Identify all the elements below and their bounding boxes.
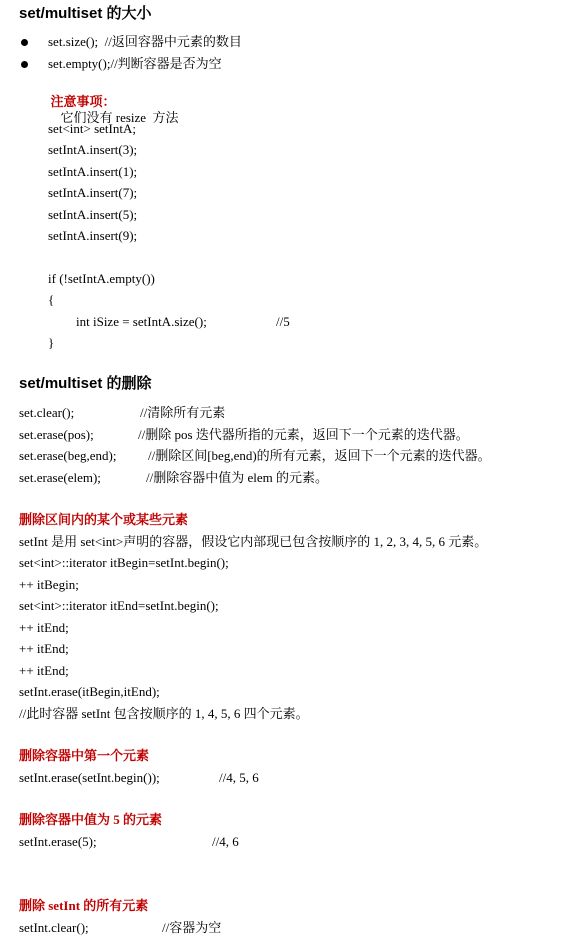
value-code: setInt.erase(5); xyxy=(19,834,97,849)
heading-value: 删除容器中值为 5 的元素 xyxy=(19,812,163,827)
all-code: setInt.clear(); xyxy=(19,920,89,935)
code-line: setIntA.insert(1); xyxy=(48,164,138,179)
code-line: { xyxy=(48,292,55,307)
erase-code: set.erase(beg,end); xyxy=(19,448,117,463)
range-line: ++ itEnd; xyxy=(19,641,69,656)
bullet-size: set.size(); //返回容器中元素的数目 xyxy=(48,34,242,49)
code-line: setIntA.insert(9); xyxy=(48,228,138,243)
bullet-icon xyxy=(21,39,28,46)
erase-code: set.erase(elem); xyxy=(19,470,101,485)
value-comment: //4, 6 xyxy=(212,834,239,849)
all-comment: //容器为空 xyxy=(162,920,222,935)
heading-range: 删除区间内的某个或某些元素 xyxy=(19,512,189,527)
note-text: 它们没有 resize 方法 xyxy=(60,110,179,125)
range-line: //此时容器 setInt 包含按顺序的 1, 4, 5, 6 四个元素。 xyxy=(19,706,309,721)
range-line: ++ itEnd; xyxy=(19,663,69,678)
heading-erase: set/multiset 的删除 xyxy=(19,375,152,392)
range-line: setInt 是用 set<int>声明的容器，假设它内部现已包含按顺序的 1, 2, 3, 4, 5, 6 元素。 xyxy=(19,534,488,549)
note-line xyxy=(44,78,179,126)
first-comment: //4, 5, 6 xyxy=(219,770,259,785)
range-line: set<int>::iterator itEnd=setInt.begin(); xyxy=(19,598,219,613)
code-line: setIntA.insert(7); xyxy=(48,185,138,200)
erase-code: set.erase(pos); xyxy=(19,427,94,442)
heading-all: 删除 setInt 的所有元素 xyxy=(19,898,149,913)
range-line: set<int>::iterator itBegin=setInt.begin(); xyxy=(19,555,229,570)
erase-comment: //删除 pos 迭代器所指的元素，返回下一个元素的迭代器。 xyxy=(138,427,469,442)
range-line: ++ itEnd; xyxy=(19,620,69,635)
code-line: setIntA.insert(3); xyxy=(48,142,138,157)
heading-size: set/multiset 的大小 xyxy=(19,5,152,22)
range-line: ++ itBegin; xyxy=(19,577,79,592)
erase-code: set.clear(); xyxy=(19,405,75,420)
code-line: set<int> setIntA; xyxy=(48,121,136,136)
code-comment: //5 xyxy=(276,314,290,329)
range-line: setInt.erase(itBegin,itEnd); xyxy=(19,684,160,699)
erase-comment: //删除区间[beg,end)的所有元素，返回下一个元素的迭代器。 xyxy=(148,448,491,463)
code-line: int iSize = setIntA.size(); xyxy=(76,314,207,329)
code-line: setIntA.insert(5); xyxy=(48,207,138,222)
note-label: 注意事项： xyxy=(50,94,116,109)
bullet-empty: set.empty();//判断容器是否为空 xyxy=(48,56,222,71)
erase-comment: //删除容器中值为 elem 的元素。 xyxy=(146,470,328,485)
erase-comment: //清除所有元素 xyxy=(140,405,226,420)
code-line: if (!setIntA.empty()) xyxy=(48,271,155,286)
code-line: } xyxy=(48,335,55,350)
bullet-icon xyxy=(21,61,28,68)
heading-first: 删除容器中第一个元素 xyxy=(19,748,150,763)
first-code: setInt.erase(setInt.begin()); xyxy=(19,770,160,785)
